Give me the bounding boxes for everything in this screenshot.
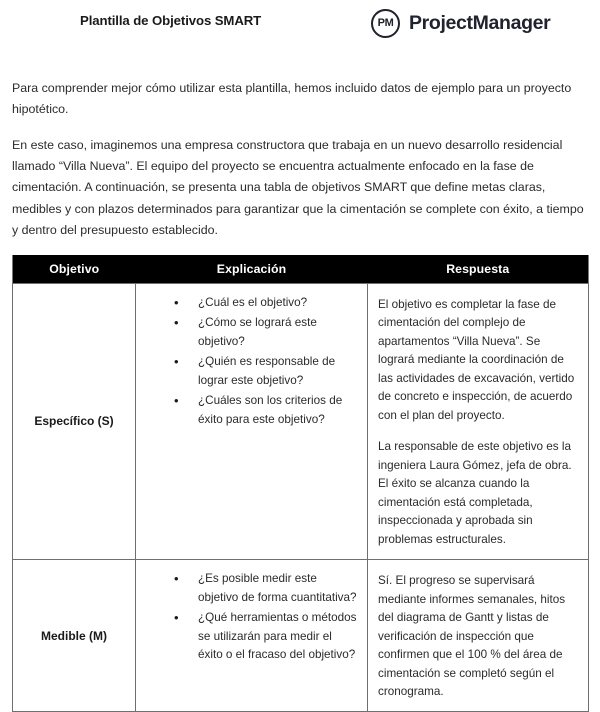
answer-cell-specific: [368, 283, 589, 559]
table-header-row: [13, 255, 589, 283]
intro-paragraph-2: En este caso, imaginemos una empresa constructora que trabaja en un nuevo desarrollo residencial llamado “Villa Nueva”. El equipo del proyecto se encuentra actualmente enfocado en la fase de cimentación. A continuación, se presenta una tabla de objetivos SMART que define metas claras, medibles y con plazos determinados para garantizar que la cimentación se complete con éxito, a tiempo y dentro del presupuesto establecido.: [12, 137, 584, 237]
intro-section: [0, 78, 600, 241]
answer-paragraph: Sí. El progreso se supervisará mediante informes semanales, hitos del diagrama de Gantt y listas de verificación de inspección que confirmen que el 100 % del área de cimentación se completó según el cronograma.: [378, 574, 566, 698]
logo-monogram: PM: [377, 17, 394, 29]
table-row: [13, 560, 589, 712]
objective-label-specific: Específico (S): [13, 283, 136, 559]
explanation-cell-specific: [136, 283, 368, 559]
list-item: • ¿Es posible medir este objetivo de forma cuantitativa?: [174, 570, 359, 607]
brand-wordmark: ProjectManager: [409, 12, 551, 34]
table-row: [13, 283, 589, 559]
question-list-specific: [140, 294, 359, 429]
list-item: • ¿Cuál es el objetivo?: [174, 294, 359, 312]
page-title: Plantilla de Objetivos SMART: [80, 13, 262, 28]
brand-logo: [371, 9, 550, 38]
document-header: [0, 0, 600, 56]
projectmanager-logo-icon: [371, 9, 400, 38]
list-item: • ¿Cuáles son los criterios de éxito para este objetivo?: [174, 392, 359, 429]
explanation-cell-measurable: [136, 560, 368, 712]
column-header-respuesta: Respuesta: [368, 255, 589, 283]
list-item: • ¿Qué herramientas o métodos se utilizarán para medir el éxito o el fracaso del objetivo?: [174, 609, 359, 664]
smart-goals-table: [12, 255, 589, 712]
column-header-objetivo: Objetivo: [13, 255, 136, 283]
answer-paragraph: La responsable de este objetivo es la ingeniera Laura Gómez, jefa de obra. El éxito se alcanza cuando la cimentación está completada, inspeccionada y aprobada sin problemas estructurales.: [378, 440, 572, 546]
list-item: • ¿Quién es responsable de lograr este objetivo?: [174, 353, 359, 390]
answer-cell-measurable: [368, 560, 589, 712]
list-item: • ¿Cómo se logrará este objetivo?: [174, 314, 359, 351]
answer-paragraph: El objetivo es completar la fase de cimentación del complejo de apartamentos “Villa Nueva”. Se logrará mediante la coordinación de las actividades de excavación, vertido de concreto e inspección, de acuerdo con el plan del proyecto.: [378, 297, 575, 422]
question-list-measurable: [140, 570, 359, 664]
table-header: [13, 255, 589, 283]
objective-label-measurable: Medible (M): [13, 560, 136, 712]
intro-paragraph-1: Para comprender mejor cómo utilizar esta plantilla, hemos incluido datos de ejemplo para un proyecto hipotético.: [12, 81, 572, 117]
column-header-explicacion: Explicación: [136, 255, 368, 283]
table-body: [13, 283, 589, 712]
